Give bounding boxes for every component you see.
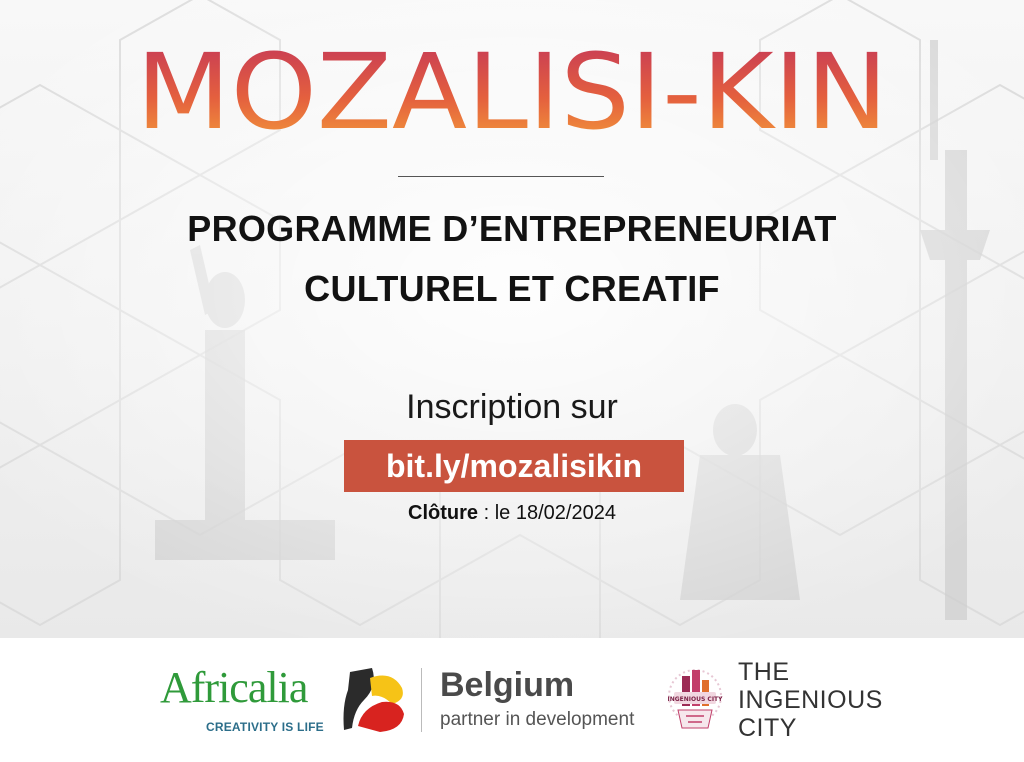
closing-label: Clôture [408,502,479,524]
closing-text: : le 18/02/2024 [478,502,616,524]
ingenious-city-line-1: THE [738,658,790,686]
africalia-tagline: CREATIVITY IS LIFE [206,720,324,734]
inscription-label: Inscription sur [406,388,618,426]
ingenious-city-badge-icon [664,662,726,740]
africalia-logo [160,662,330,742]
ingenious-city-line-3: CITY [738,714,797,742]
title-divider [398,176,604,177]
title-wordmark [0,22,1024,142]
ingenious-city-line-2: INGENIOUS [738,686,883,714]
title-banner [0,22,1024,142]
africalia-wordmark: Africalia [160,663,308,712]
footer-separator [421,668,422,732]
belgium-cooperation-icon [342,666,408,734]
ingenious-city-wordmark [738,658,883,742]
ingenious-city-badge-text: INGENIOUS CITY [667,696,723,703]
closing-date [0,502,1024,525]
sponsor-footer [0,638,1024,762]
belgium-tagline: partner in development [440,709,635,730]
belgium-name: Belgium [440,666,575,704]
registration-link[interactable]: bit.ly/mozalisikin [344,440,684,492]
subtitle-line-1: PROGRAMME D’ENTREPRENEURIAT [187,208,837,249]
subtitle-line-2: CULTUREL ET CREATIF [304,268,720,309]
title-text: MOZALISI-KIN [136,31,888,142]
